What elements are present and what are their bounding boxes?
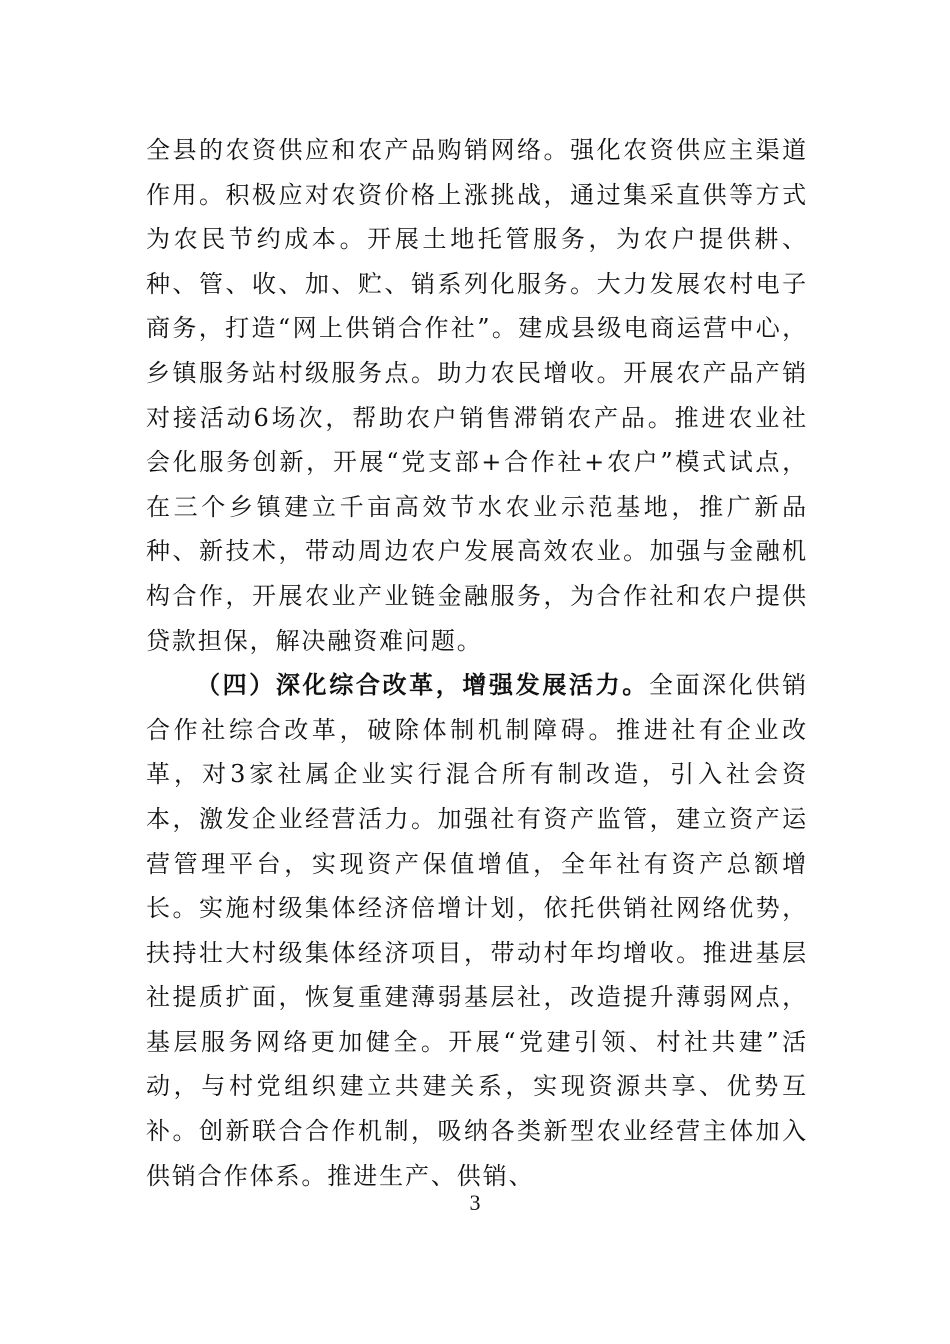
paragraph-continued: 全县的农资供应和农产品购销网络。强化农资供应主渠道作用。积极应对农资价格上涨挑战，通过集采直供等方式为农民节约成本。开展土地托管服务，为农户提供耕、种、管、收、加、贮、销系列化服务。大力发展农村电子商务，打造“网上供销合作社”。建成县级电商运营中心，乡镇服务站村级服务点。助力农民增收。开展农产品产销对接活动6场次，帮助农户销售滞销农产品。推进农业社会化服务创新，开展“党支部+合作社+农户”模式试点，在三个乡镇建立千亩高效节水农业示范基地，推广新品种、新技术，带动周边农户发展高效农业。加强与金融机构合作，开展农业产业链金融服务，为合作社和农户提供贷款担保，解决融资难问题。 xyxy=(146,136,808,655)
section-heading: （四）深化综合改革，增强发展活力。 xyxy=(196,670,649,700)
section-body: 全面深化供销合作社综合改革，破除体制机制障碍。推进社有企业改革，对3家社属企业实行混合所有制改造，引入社会资本，激发企业经营活力。加强社有资产监管，建立资产运营管理平台，实现资产保值增值，全年社有资产总额增长。实施村级集体经济倍增计划，依托供销社网络优势，扶持壮大村级集体经济项目，带动村年均增收。推进基层社提质扩面，恢复重建薄弱基层社，改造提升薄弱网点，基层服务网络更加健全。开展“党建引领、村社共建”活动，与村党组织建立共建关系，实现资源共享、优势互补。创新联合合作机制，吸纳各类新型农业经营主体加入供销合作体系。推进生产、供销、 xyxy=(146,671,808,1190)
paragraph-section-four xyxy=(146,663,808,1198)
document-body xyxy=(146,128,808,1198)
page-number: 3 xyxy=(469,1190,481,1215)
